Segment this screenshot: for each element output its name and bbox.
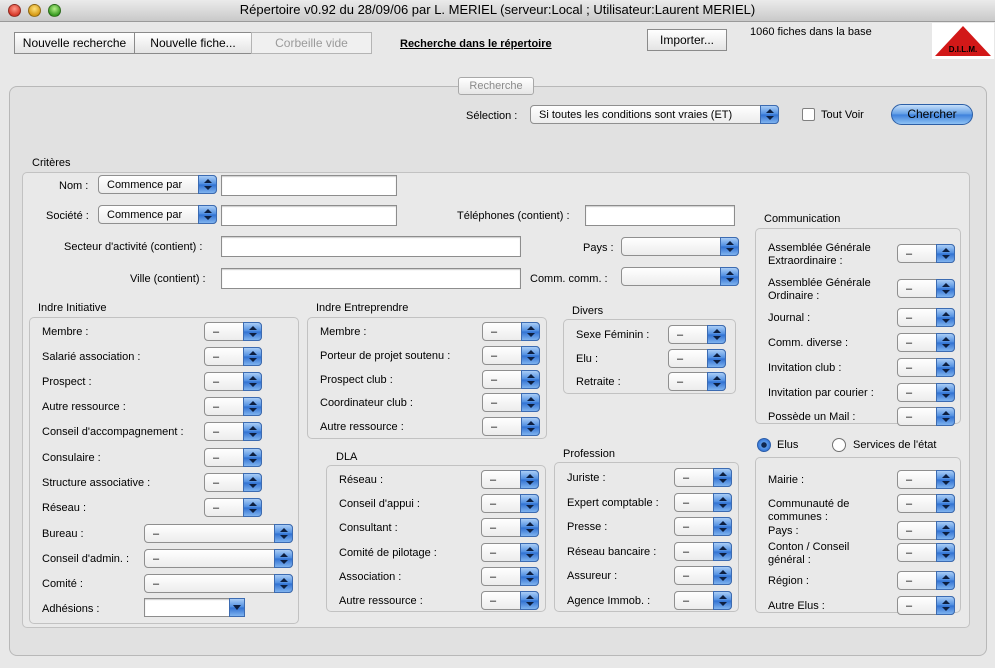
- chevron-updown-icon: [520, 543, 539, 562]
- chevron-updown-icon: [243, 448, 262, 467]
- indre-entreprendre-label-1: Porteur de projet soutenu :: [320, 349, 451, 362]
- city-label: Ville (contient) :: [130, 273, 206, 285]
- nom-mode-value: Commence par: [107, 179, 183, 191]
- communication-select-6[interactable]: [897, 407, 955, 426]
- chevron-updown-icon: [936, 543, 955, 562]
- chevron-updown-icon: [936, 470, 955, 489]
- indre-initiative-wide-select-0[interactable]: [144, 524, 293, 543]
- show-all-label: Tout Voir: [821, 109, 864, 121]
- profession-label-2: Presse :: [567, 521, 608, 533]
- nom-input[interactable]: [221, 175, 397, 196]
- communication-select-1-value: –: [906, 283, 913, 295]
- divers-select-0[interactable]: [668, 325, 726, 344]
- adhesions-combo[interactable]: [144, 598, 245, 617]
- dla-select-4[interactable]: [481, 567, 539, 586]
- communication-label-0: Assemblée Générale Extraordinaire :: [768, 242, 871, 267]
- divers-label-2: Retraite :: [576, 376, 621, 388]
- indre-entreprendre-label-0: Membre :: [320, 326, 367, 338]
- indre-entreprendre-select-3-value: –: [491, 397, 498, 410]
- sector-input[interactable]: [221, 236, 521, 257]
- elus-select-1-value: –: [906, 498, 913, 510]
- nom-label: Nom :: [59, 180, 89, 192]
- chevron-updown-icon: [521, 322, 540, 341]
- city-input[interactable]: [221, 268, 521, 289]
- elus-label-3: Conton / Conseil général :: [768, 541, 850, 566]
- divers-select-2-value: –: [677, 376, 684, 388]
- empty-trash-button[interactable]: Corbeille vide: [251, 32, 372, 54]
- record-count: 1060 fiches dans la base: [750, 26, 872, 38]
- indre-entreprendre-select-1[interactable]: [482, 346, 540, 365]
- elus-select-0-value: –: [906, 474, 913, 486]
- indre-entreprendre-select-2[interactable]: [482, 370, 540, 389]
- dla-label-2: Consultant :: [339, 522, 398, 535]
- indre-initiative-wide-label-1: Conseil d'admin. :: [42, 553, 130, 565]
- indre-initiative-select-7-value: –: [213, 501, 220, 514]
- country-label: Pays :: [583, 242, 614, 254]
- profession-select-0-value: –: [683, 472, 690, 484]
- communication-select-5-value: –: [906, 387, 913, 399]
- dla-select-3-value: –: [490, 546, 497, 559]
- profession-select-2-value: –: [683, 521, 690, 533]
- indre-initiative-wide-label-2: Comité :: [42, 578, 83, 590]
- indre-entreprendre-label-2: Prospect club :: [320, 373, 393, 386]
- chevron-updown-icon: [274, 574, 293, 593]
- elus-select-2[interactable]: [897, 521, 955, 540]
- indre-initiative-select-2-value: –: [213, 376, 220, 389]
- sector-label: Secteur d'activité (contient) :: [64, 241, 203, 253]
- window-title: Répertoire v0.92 du 28/09/06 par L. MERIEL (serveur:Local ; Utilisateur:Laurent MERIEL): [239, 2, 756, 17]
- indre-entreprendre-title: Indre Entreprendre: [316, 302, 409, 314]
- indre-initiative-select-6[interactable]: [204, 473, 262, 492]
- indre-entreprendre-select-3[interactable]: [482, 393, 540, 412]
- indre-initiative-wide-select-1[interactable]: [144, 549, 293, 568]
- chevron-updown-icon: [936, 494, 955, 513]
- indre-initiative-select-6-value: –: [213, 476, 220, 489]
- communication-select-2-value: –: [906, 312, 913, 324]
- communication-select-3[interactable]: [897, 333, 955, 352]
- chevron-updown-icon: [720, 267, 739, 286]
- chevron-updown-icon: [521, 370, 540, 389]
- elus-select-5-value: –: [906, 600, 913, 612]
- chevron-updown-icon: [936, 521, 955, 540]
- chevron-updown-icon: [713, 468, 732, 487]
- communication-select-3-value: –: [906, 337, 913, 349]
- indre-initiative-wide-select-1-value: –: [153, 553, 160, 565]
- profession-label-3: Réseau bancaire :: [567, 545, 657, 558]
- show-all-checkbox[interactable]: [802, 108, 815, 121]
- indre-initiative-select-4[interactable]: [204, 422, 262, 441]
- elus-select-1[interactable]: [897, 494, 955, 513]
- logo-text: D.I.L.M.: [948, 45, 978, 54]
- comm-comm-label: Comm. comm. :: [530, 273, 608, 285]
- divers-title: Divers: [572, 305, 604, 317]
- divers-select-1[interactable]: [668, 349, 726, 368]
- elus-select-4[interactable]: [897, 571, 955, 590]
- chevron-updown-icon: [936, 279, 955, 298]
- dla-label-4: Association :: [339, 570, 402, 583]
- selection-select[interactable]: [530, 105, 779, 124]
- dla-select-2[interactable]: [481, 518, 539, 537]
- chevron-updown-icon: [243, 347, 262, 366]
- dla-label-0: Réseau :: [339, 474, 384, 486]
- societe-input[interactable]: [221, 205, 397, 226]
- elus-select-3[interactable]: [897, 543, 955, 562]
- indre-initiative-wide-select-2-value: –: [153, 578, 160, 590]
- chevron-updown-icon: [520, 567, 539, 586]
- phones-label: Téléphones (contient) :: [457, 210, 570, 222]
- elus-radio-label: Elus: [777, 439, 799, 451]
- dla-select-0[interactable]: [481, 470, 539, 489]
- chevron-updown-icon: [936, 358, 955, 377]
- chevron-updown-icon: [760, 105, 779, 124]
- services-etat-radio[interactable]: [832, 438, 846, 452]
- profession-label-5: Agence Immob. :: [567, 594, 651, 607]
- indre-initiative-label-3: Autre ressource :: [42, 401, 126, 414]
- elus-label-4: Région :: [768, 575, 809, 587]
- elus-label-5: Autre Elus :: [768, 600, 825, 612]
- dla-label-3: Comité de pilotage :: [339, 546, 437, 559]
- indre-entreprendre-select-0-value: –: [491, 326, 498, 338]
- dla-select-4-value: –: [490, 570, 497, 583]
- communication-select-1[interactable]: [897, 279, 955, 298]
- profession-select-5[interactable]: [674, 591, 732, 610]
- chevron-updown-icon: [243, 397, 262, 416]
- indre-initiative-select-5[interactable]: [204, 448, 262, 467]
- indre-initiative-select-0-value: –: [213, 326, 220, 338]
- indre-initiative-label-7: Réseau :: [42, 501, 87, 514]
- profession-select-4-value: –: [683, 570, 690, 582]
- chevron-updown-icon: [707, 325, 726, 344]
- adhesions-label: Adhésions :: [42, 603, 100, 615]
- page-heading: Recherche dans le répertoire: [400, 38, 552, 50]
- profession-select-1[interactable]: [674, 493, 732, 512]
- communication-select-6-value: –: [906, 411, 913, 423]
- divers-label-1: Elu :: [576, 352, 599, 365]
- title-bar: [0, 0, 995, 22]
- chevron-updown-icon: [198, 205, 217, 224]
- indre-initiative-title: Indre Initiative: [38, 302, 107, 314]
- selection-value: Si toutes les conditions sont vraies (ET): [539, 109, 733, 121]
- chevron-updown-icon: [243, 498, 262, 517]
- divers-select-2[interactable]: [668, 372, 726, 391]
- dla-select-2-value: –: [490, 522, 497, 535]
- elus-select-4-value: –: [906, 575, 913, 587]
- divers-select-1-value: –: [677, 352, 684, 365]
- nom-mode-select[interactable]: [98, 175, 217, 194]
- communication-label-6: Possède un Mail :: [768, 411, 856, 423]
- chevron-updown-icon: [243, 473, 262, 492]
- indre-initiative-label-1: Salarié association :: [42, 351, 141, 364]
- selection-label: Sélection :: [466, 110, 518, 122]
- chevron-updown-icon: [936, 308, 955, 327]
- indre-initiative-select-1-value: –: [213, 351, 220, 364]
- dla-select-1[interactable]: [481, 494, 539, 513]
- indre-initiative-label-4: Conseil d'accompagnement :: [42, 426, 184, 439]
- profession-select-0[interactable]: [674, 468, 732, 487]
- communication-title: Communication: [764, 213, 841, 225]
- indre-initiative-select-1[interactable]: [204, 347, 262, 366]
- chevron-updown-icon: [713, 566, 732, 585]
- chevron-updown-icon: [243, 372, 262, 391]
- elus-select-5[interactable]: [897, 596, 955, 615]
- profession-label-0: Juriste :: [567, 472, 606, 484]
- chevron-updown-icon: [521, 393, 540, 412]
- communication-select-0-value: –: [906, 248, 913, 260]
- divers-select-0-value: –: [677, 329, 684, 341]
- profession-label-1: Expert comptable :: [567, 496, 659, 509]
- dla-select-3[interactable]: [481, 543, 539, 562]
- indre-initiative-label-5: Consulaire :: [42, 451, 101, 464]
- phones-input[interactable]: [585, 205, 735, 226]
- indre-initiative-select-7[interactable]: [204, 498, 262, 517]
- profession-select-5-value: –: [683, 594, 690, 607]
- profession-select-4[interactable]: [674, 566, 732, 585]
- chevron-down-icon: [229, 598, 245, 617]
- chevron-updown-icon: [521, 346, 540, 365]
- divers-label-0: Sexe Féminin :: [576, 329, 650, 341]
- chevron-updown-icon: [520, 591, 539, 610]
- indre-entreprendre-select-0[interactable]: [482, 322, 540, 341]
- indre-entreprendre-select-2-value: –: [491, 373, 498, 386]
- dla-select-5-value: –: [490, 595, 497, 607]
- chevron-updown-icon: [713, 517, 732, 536]
- communication-select-5[interactable]: [897, 383, 955, 402]
- indre-entreprendre-label-4: Autre ressource :: [320, 421, 404, 434]
- indre-initiative-select-0[interactable]: [204, 322, 262, 341]
- search-button[interactable]: Chercher: [891, 104, 973, 125]
- dilm-logo: [932, 23, 994, 59]
- chevron-updown-icon: [274, 549, 293, 568]
- indre-initiative-label-2: Prospect :: [42, 376, 92, 389]
- profession-select-2[interactable]: [674, 517, 732, 536]
- profession-select-1-value: –: [683, 496, 690, 509]
- dla-select-1-value: –: [490, 498, 497, 511]
- indre-initiative-select-3[interactable]: [204, 397, 262, 416]
- dla-select-0-value: –: [490, 474, 497, 486]
- chevron-updown-icon: [198, 175, 217, 194]
- indre-initiative-label-6: Structure associative :: [42, 476, 151, 489]
- chevron-updown-icon: [707, 349, 726, 368]
- dla-title: DLA: [336, 451, 358, 463]
- profession-select-3[interactable]: [674, 542, 732, 561]
- chevron-updown-icon: [936, 571, 955, 590]
- indre-initiative-wide-label-0: Bureau :: [42, 528, 84, 540]
- chevron-updown-icon: [243, 422, 262, 441]
- chevron-updown-icon: [713, 542, 732, 561]
- indre-initiative-select-4-value: –: [213, 426, 220, 439]
- chevron-updown-icon: [936, 383, 955, 402]
- societe-mode-value: Commence par: [107, 209, 183, 221]
- chevron-updown-icon: [936, 407, 955, 426]
- elus-select-3-value: –: [906, 547, 913, 559]
- communication-select-0[interactable]: [897, 244, 955, 263]
- communication-select-4-value: –: [906, 362, 913, 374]
- communication-label-4: Invitation club :: [768, 362, 842, 374]
- communication-label-2: Journal :: [768, 312, 811, 324]
- indre-initiative-select-3-value: –: [213, 401, 220, 414]
- indre-entreprendre-select-1-value: –: [491, 349, 498, 362]
- comm-comm-select[interactable]: [621, 267, 739, 286]
- communication-label-1: Assemblée Générale Ordinaire :: [768, 277, 871, 302]
- country-select[interactable]: [621, 237, 739, 256]
- societe-label: Société :: [46, 210, 89, 222]
- indre-entreprendre-select-4[interactable]: [482, 417, 540, 436]
- communication-select-4[interactable]: [897, 358, 955, 377]
- new-search-button[interactable]: Nouvelle recherche: [14, 32, 135, 54]
- indre-initiative-select-5-value: –: [213, 451, 220, 464]
- chevron-updown-icon: [520, 518, 539, 537]
- chevron-updown-icon: [274, 524, 293, 543]
- elus-select-0[interactable]: [897, 470, 955, 489]
- communication-label-5: Invitation par courier :: [768, 387, 874, 399]
- chevron-updown-icon: [720, 237, 739, 256]
- elus-label-2: Pays :: [768, 525, 799, 537]
- elus-radio[interactable]: [757, 438, 771, 452]
- chevron-updown-icon: [936, 596, 955, 615]
- indre-entreprendre-select-4-value: –: [491, 421, 498, 434]
- chevron-updown-icon: [520, 494, 539, 513]
- communication-select-2[interactable]: [897, 308, 955, 327]
- elus-label-0: Mairie :: [768, 474, 805, 486]
- chevron-updown-icon: [521, 417, 540, 436]
- elus-select-2-value: –: [906, 525, 913, 537]
- new-record-button[interactable]: Nouvelle fiche...: [134, 32, 252, 54]
- dla-label-1: Conseil d'appui :: [339, 498, 420, 511]
- indre-entreprendre-label-3: Coordinateur club :: [320, 397, 413, 410]
- chevron-updown-icon: [936, 244, 955, 263]
- profession-select-3-value: –: [683, 545, 690, 558]
- profession-title: Profession: [563, 448, 615, 460]
- criteria-title: Critères: [32, 157, 71, 169]
- dla-select-5[interactable]: [481, 591, 539, 610]
- services-etat-label: Services de l'état: [853, 439, 937, 451]
- import-button[interactable]: Importer...: [647, 29, 727, 51]
- chevron-updown-icon: [936, 333, 955, 352]
- indre-initiative-select-2[interactable]: [204, 372, 262, 391]
- dla-label-5: Autre ressource :: [339, 595, 423, 607]
- chevron-updown-icon: [713, 591, 732, 610]
- chevron-updown-icon: [243, 322, 262, 341]
- tab-recherche[interactable]: Recherche: [458, 77, 534, 95]
- communication-label-3: Comm. diverse :: [768, 337, 849, 349]
- societe-mode-select[interactable]: [98, 205, 217, 224]
- chevron-updown-icon: [707, 372, 726, 391]
- indre-initiative-wide-select-0-value: –: [153, 528, 160, 540]
- elus-label-1: Communauté de communes :: [768, 498, 850, 523]
- indre-initiative-wide-select-2[interactable]: [144, 574, 293, 593]
- profession-label-4: Assureur :: [567, 570, 618, 582]
- chevron-updown-icon: [520, 470, 539, 489]
- chevron-updown-icon: [713, 493, 732, 512]
- indre-initiative-label-0: Membre :: [42, 326, 89, 338]
